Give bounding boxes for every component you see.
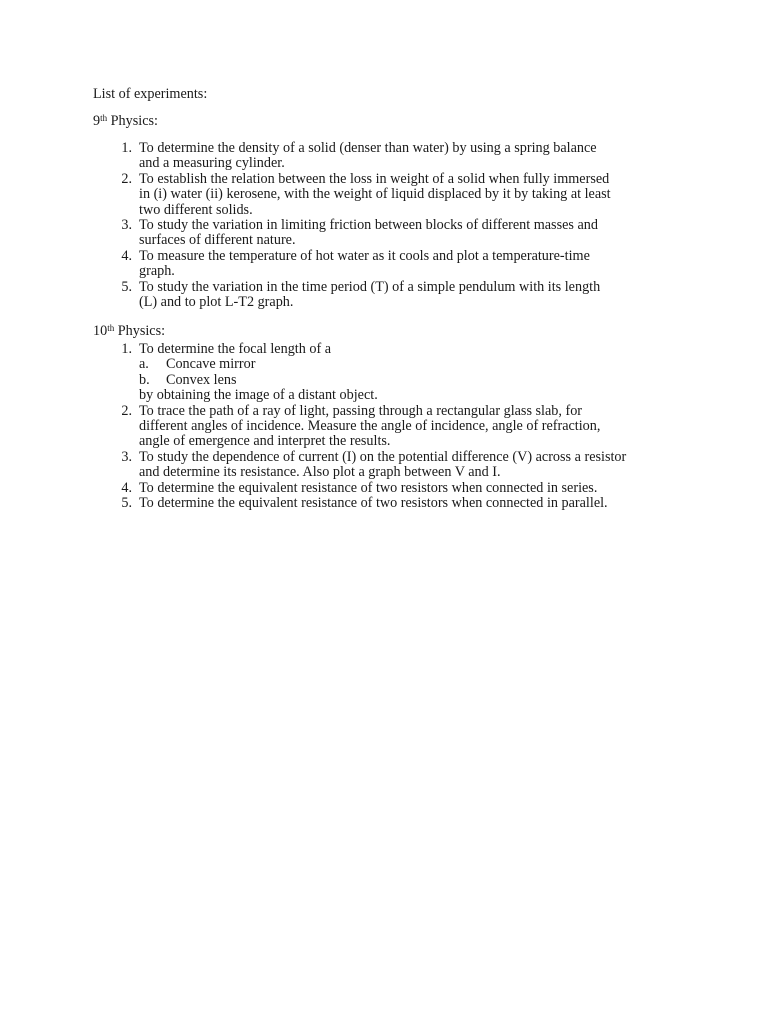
section-heading-9th-physics: [93, 114, 693, 129]
item-line: angle of emergence and interpret the results.: [139, 433, 391, 450]
list-item: [93, 141, 693, 172]
heading-number: 9: [93, 113, 101, 129]
sub-item-text: Convex lens: [166, 371, 237, 388]
document-title: List of experiments:: [93, 86, 208, 102]
item-number: 3.: [121, 217, 132, 234]
item-line: To measure the temperature of hot water as it cools and plot a temperature-time: [139, 247, 590, 264]
sub-item-letter: b.: [139, 371, 150, 388]
heading-label: Physics:: [107, 113, 158, 129]
item-line: To determine the density of a solid (denser than water) by using a spring balance: [139, 140, 597, 156]
section-heading-10th-physics: [93, 324, 693, 339]
item-line: two different solids.: [139, 201, 253, 218]
item-line: To study the variation in limiting friction between blocks of different masses and: [139, 217, 598, 234]
item-line: graph.: [139, 263, 175, 280]
item-line: To determine the focal length of a: [139, 341, 332, 357]
item-number: 5.: [121, 495, 132, 512]
sub-item-text: Concave mirror: [166, 356, 256, 373]
item-line: To determine the equivalent resistance of two resistors when connected in parallel.: [139, 495, 608, 512]
list-item: [93, 249, 693, 280]
item-number: 1.: [121, 140, 132, 156]
sub-list-item: [139, 373, 693, 388]
item-line: different angles of incidence. Measure the angle of incidence, angle of refraction,: [139, 418, 601, 435]
list-item: [93, 172, 693, 218]
item-line: in (i) water (ii) kerosene, with the weight of liquid displaced by it by taking at least: [139, 186, 611, 203]
list-item: [93, 218, 693, 249]
item-line: To determine the equivalent resistance of two resistors when connected in series.: [139, 479, 598, 496]
list-item: [93, 496, 693, 511]
list-item: [93, 342, 693, 404]
item-line: To study the dependence of current (I) on the potential difference (V) across a resistor: [139, 448, 627, 465]
list-item: [93, 404, 693, 450]
item-line: and determine its resistance. Also plot a graph between V and I.: [139, 464, 501, 481]
sub-list-item: [139, 357, 693, 372]
heading-ordinal: th: [100, 113, 108, 123]
item-line: To study the variation in the time period (T) of a simple pendulum with its length: [139, 278, 601, 295]
sub-list: [139, 357, 693, 388]
list-item: [93, 450, 693, 481]
item-line: and a measuring cylinder.: [139, 155, 285, 172]
item-line: (L) and to plot L-T2 graph.: [139, 294, 294, 311]
item-number: 4.: [121, 247, 132, 264]
item-line: To establish the relation between the loss in weight of a solid when fully immersed: [139, 170, 610, 187]
item-line: by obtaining the image of a distant object.: [139, 387, 378, 404]
item-number: 5.: [121, 278, 132, 295]
item-number: 2.: [121, 402, 132, 419]
sub-item-letter: a.: [139, 356, 149, 373]
item-number: 2.: [121, 170, 132, 187]
item-line: surfaces of different nature.: [139, 232, 296, 249]
heading-label: Physics:: [114, 323, 166, 339]
item-line: To trace the path of a ray of light, passing through a rectangular glass slab, for: [139, 402, 583, 419]
list-item: [93, 481, 693, 496]
item-number: 3.: [121, 448, 132, 465]
experiment-list-10th: [93, 342, 693, 511]
heading-ordinal: th: [107, 323, 115, 333]
experiment-list-9th: [93, 141, 693, 310]
item-number: 1.: [121, 341, 132, 357]
heading-number: 10: [93, 323, 108, 339]
list-item: [93, 280, 693, 311]
item-number: 4.: [121, 479, 132, 496]
